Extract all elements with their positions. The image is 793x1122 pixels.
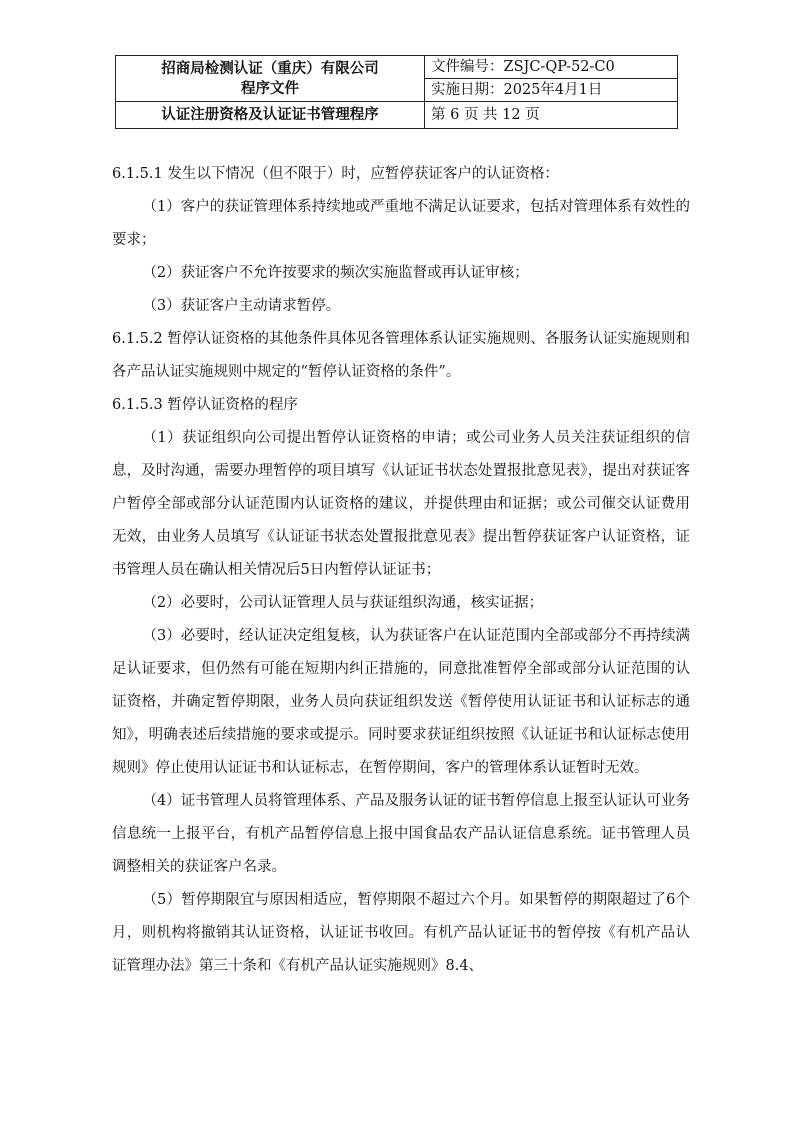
list-item: （2）必要时，公司认证管理人员与获证组织沟通，核实证据； — [142, 595, 544, 611]
list-item: （1）客户的获证管理体系持续地或严重地不满足认证要求，包括对管理体系有效性的要求； — [112, 199, 690, 248]
list-item: （1）获证组织向公司提出暂停认证资格的申请；或公司业务人员关注获证组织的信息，及时沟通，需要办理暂停的项目填写《认证证书状态处置报批意见表》，提出对获证客户暂停全部或部分认证范围内认证资格的建议，并提供理由和证据；或公司催交认证费用无效，由业务人员填写《认证证书状态处置报批意见表》提出暂停获证客户认证资格，证书管理人员在确认相关情况后5日内暂停认证证书； — [112, 430, 690, 578]
document-body — [112, 158, 690, 983]
clause-6-1-5-3: 6.1.5.3 暂停认证资格的程序 — [112, 397, 298, 413]
clause-6-1-5-2: 6.1.5.2 暂停认证资格的其他条件具体见各管理体系认证实施规则、各服务认证实施规则和各产品认证实施规则中规定的“暂停认证资格的条件”。 — [112, 331, 690, 380]
list-item: （2）获证客户不允许按要求的频次实施监督或再认证审核； — [142, 265, 529, 281]
effective-date: 实施日期：2025年4月1日 — [425, 79, 678, 102]
procedure-title: 认证注册资格及认证证书管理程序 — [116, 102, 425, 129]
document-type: 程序文件 — [241, 80, 299, 97]
list-item: （4）证书管理人员将管理体系、产品及服务认证的证书暂停信息上报至认证认可业务信息统一上报平台，有机产品暂停信息上报中国食品农产品认证信息系统。证书管理人员调整相关的获证客户名录。 — [112, 793, 690, 875]
list-item: （5）暂停期限宜与原因相适应，暂停期限不超过六个月。如果暂停的期限超过了6个月，则机构将撤销其认证资格，认证证书收回。有机产品认证证书的暂停按《有机产品认证管理办法》第三十条和《有机产品认证实施规则》8.4、 — [112, 892, 690, 974]
list-item: （3）获证客户主动请求暂停。 — [142, 298, 341, 314]
company-cell — [116, 56, 425, 102]
page-info: 第 6 页 共 12 页 — [425, 102, 678, 129]
document-header-table — [115, 55, 678, 129]
clause-6-1-5-1: 6.1.5.1 发生以下情况（但不限于）时，应暂停获证客户的认证资格： — [112, 166, 559, 182]
document-number: 文件编号：ZSJC-QP-52-C0 — [425, 56, 678, 79]
list-item: （3）必要时，经认证决定组复核，认为获证客户在认证范围内全部或部分不再持续满足认证要求，但仍然有可能在短期内纠正措施的，同意批准暂停全部或部分认证范围的认证资格，并确定暂停期限，业务人员向获证组织发送《暂停使用认证证书和认证标志的通知》，明确表述后续措施的要求或提示。同时要求获证组织按照《认证证书和认证标志使用规则》停止使用认证证书和认证标志，在暂停期间，客户的管理体系认证暂时无效。 — [112, 628, 690, 776]
company-name: 招商局检测认证（重庆）有限公司 — [161, 60, 379, 77]
